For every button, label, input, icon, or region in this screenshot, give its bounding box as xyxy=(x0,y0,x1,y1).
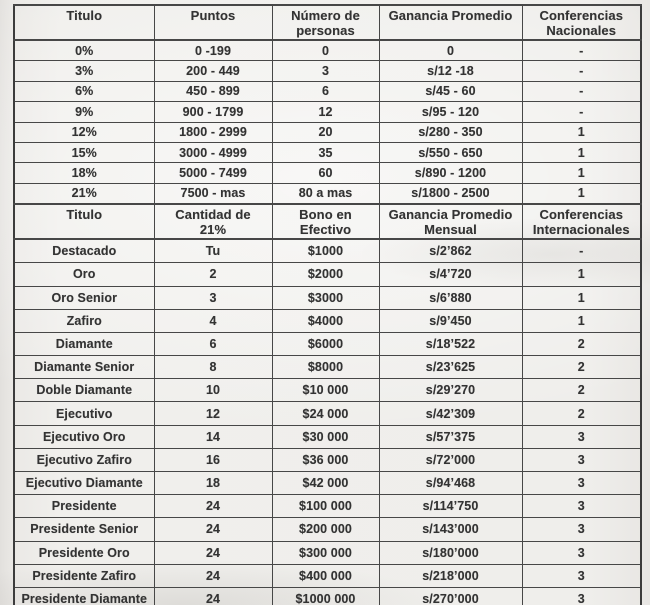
table-row xyxy=(14,356,641,379)
table-cell: - xyxy=(522,102,641,122)
table-cell: s/1800 - 2500 xyxy=(379,183,522,204)
table-cell: 6 xyxy=(272,81,379,101)
table-cell: 24 xyxy=(154,564,272,587)
table-cell: Oro xyxy=(14,263,154,286)
table-cell: 1800 - 2999 xyxy=(154,122,272,142)
table-cell: 20 xyxy=(272,122,379,142)
table-cell: Presidente Senior xyxy=(14,518,154,541)
table-cell: 9% xyxy=(14,102,154,122)
table-cell: Presidente Diamante xyxy=(14,587,154,605)
table-cell: 60 xyxy=(272,163,379,183)
table-cell: 3% xyxy=(14,61,154,81)
table-cell: s/29’270 xyxy=(379,379,522,402)
table-cell: 1 xyxy=(522,183,641,204)
table-cell: $1000 xyxy=(272,239,379,263)
header-row xyxy=(14,5,641,40)
table-cell: Ejecutivo Zafiro xyxy=(14,448,154,471)
table-cell: s/143’000 xyxy=(379,518,522,541)
table-cell: s/550 - 650 xyxy=(379,142,522,162)
table-cell: 14 xyxy=(154,425,272,448)
table-row xyxy=(14,102,641,122)
table-cell: 5000 - 7499 xyxy=(154,163,272,183)
table-cell: $300 000 xyxy=(272,541,379,564)
table-cell: 1 xyxy=(522,163,641,183)
table-cell: s/890 - 1200 xyxy=(379,163,522,183)
column-header-numero-personas: Número de personas xyxy=(272,5,379,40)
table-cell: Zafiro xyxy=(14,309,154,332)
table-cell: 0 xyxy=(272,40,379,61)
column-header-ganancia-promedio: Ganancia Promedio xyxy=(379,5,522,40)
table-cell: s/6’880 xyxy=(379,286,522,309)
table-cell: Oro Senior xyxy=(14,286,154,309)
table-cell: 15% xyxy=(14,142,154,162)
table-row xyxy=(14,541,641,564)
table-cell: Ejecutivo Diamante xyxy=(14,472,154,495)
table-cell: 1 xyxy=(522,286,641,309)
table-cell: 10 xyxy=(154,379,272,402)
table-cell: s/180’000 xyxy=(379,541,522,564)
compensation-table xyxy=(13,4,642,605)
table-cell: $36 000 xyxy=(272,448,379,471)
table-cell: 1 xyxy=(522,263,641,286)
table-cell: 2 xyxy=(522,332,641,355)
table-row xyxy=(14,518,641,541)
table-cell: 1 xyxy=(522,142,641,162)
table-cell: s/23’625 xyxy=(379,356,522,379)
header-row xyxy=(14,204,641,239)
column-header-cantidad-21: Cantidad de 21% xyxy=(154,204,272,239)
table-cell: $10 000 xyxy=(272,379,379,402)
table-cell: 2 xyxy=(154,263,272,286)
table-cell: s/2’862 xyxy=(379,239,522,263)
table-row xyxy=(14,81,641,101)
table-cell: s/94’468 xyxy=(379,472,522,495)
table-cell: 3 xyxy=(522,541,641,564)
table-row xyxy=(14,163,641,183)
table-cell: Diamante xyxy=(14,332,154,355)
table-cell: s/42’309 xyxy=(379,402,522,425)
table-cell: Presidente Zafiro xyxy=(14,564,154,587)
table-cell: 21% xyxy=(14,183,154,204)
table-cell: $4000 xyxy=(272,309,379,332)
table-cell: 3 xyxy=(522,448,641,471)
table-cell: Ejecutivo Oro xyxy=(14,425,154,448)
table-row xyxy=(14,495,641,518)
table-cell: 3 xyxy=(522,495,641,518)
table-row xyxy=(14,40,641,61)
column-header-puntos: Puntos xyxy=(154,5,272,40)
table-row xyxy=(14,564,641,587)
table-cell: 900 - 1799 xyxy=(154,102,272,122)
table-cell: 1 xyxy=(522,122,641,142)
table-cell: $8000 xyxy=(272,356,379,379)
table-cell: 80 a mas xyxy=(272,183,379,204)
table-cell: $100 000 xyxy=(272,495,379,518)
table-cell: 3000 - 4999 xyxy=(154,142,272,162)
table-cell: $400 000 xyxy=(272,564,379,587)
table-cell: 7500 - mas xyxy=(154,183,272,204)
table-cell: 2 xyxy=(522,402,641,425)
table-cell: - xyxy=(522,61,641,81)
table-cell: Doble Diamante xyxy=(14,379,154,402)
table-cell: s/4’720 xyxy=(379,263,522,286)
section1-header xyxy=(14,5,641,40)
table-row xyxy=(14,448,641,471)
table-row xyxy=(14,142,641,162)
table-cell: 6% xyxy=(14,81,154,101)
table-cell: 12 xyxy=(154,402,272,425)
table-cell: 16 xyxy=(154,448,272,471)
table-cell: Presidente xyxy=(14,495,154,518)
table-cell: s/9’450 xyxy=(379,309,522,332)
table-row xyxy=(14,309,641,332)
table-cell: s/114’750 xyxy=(379,495,522,518)
column-header-titulo-2: Titulo xyxy=(14,204,154,239)
table-cell: $3000 xyxy=(272,286,379,309)
column-header-bono-efectivo: Bono en Efectivo xyxy=(272,204,379,239)
table-cell: $24 000 xyxy=(272,402,379,425)
table-cell: 2 xyxy=(522,356,641,379)
table-cell: Ejecutivo xyxy=(14,402,154,425)
section2-header xyxy=(14,204,641,239)
table-cell: 6 xyxy=(154,332,272,355)
section1-rows xyxy=(14,40,641,204)
section2-rows xyxy=(14,239,641,605)
table-cell: 8 xyxy=(154,356,272,379)
table-cell: $42 000 xyxy=(272,472,379,495)
column-header-conferencias-nacionales: Conferencias Nacionales xyxy=(522,5,641,40)
table-row xyxy=(14,61,641,81)
table-cell: $30 000 xyxy=(272,425,379,448)
table-row xyxy=(14,379,641,402)
table-cell: 24 xyxy=(154,518,272,541)
table-cell: s/57’375 xyxy=(379,425,522,448)
table-cell: $6000 xyxy=(272,332,379,355)
table-cell: 3 xyxy=(522,564,641,587)
table-row xyxy=(14,472,641,495)
table-cell: 18 xyxy=(154,472,272,495)
table-row xyxy=(14,402,641,425)
table-cell: 0 -199 xyxy=(154,40,272,61)
table-cell: 35 xyxy=(272,142,379,162)
table-cell: $2000 xyxy=(272,263,379,286)
table-row xyxy=(14,332,641,355)
table-cell: - xyxy=(522,81,641,101)
table-cell: 450 - 899 xyxy=(154,81,272,101)
table-cell: s/18’522 xyxy=(379,332,522,355)
table-cell: 3 xyxy=(522,472,641,495)
table-cell: s/270’000 xyxy=(379,587,522,605)
table-row xyxy=(14,122,641,142)
table-cell: 0% xyxy=(14,40,154,61)
table-cell: 3 xyxy=(154,286,272,309)
table-cell: Presidente Oro xyxy=(14,541,154,564)
table-cell: 12% xyxy=(14,122,154,142)
table-row xyxy=(14,183,641,204)
table-cell: 4 xyxy=(154,309,272,332)
table-cell: 1 xyxy=(522,309,641,332)
table-cell: 24 xyxy=(154,495,272,518)
table-cell: 24 xyxy=(154,541,272,564)
table-row xyxy=(14,587,641,605)
table-cell: 200 - 449 xyxy=(154,61,272,81)
table-cell: - xyxy=(522,40,641,61)
table-row xyxy=(14,263,641,286)
table-cell: $200 000 xyxy=(272,518,379,541)
table-cell: s/280 - 350 xyxy=(379,122,522,142)
table-cell: Destacado xyxy=(14,239,154,263)
table-cell: s/45 - 60 xyxy=(379,81,522,101)
column-header-titulo: Titulo xyxy=(14,5,154,40)
table-cell: 3 xyxy=(272,61,379,81)
table-cell: 24 xyxy=(154,587,272,605)
table-cell: Tu xyxy=(154,239,272,263)
table-cell: s/218’000 xyxy=(379,564,522,587)
table-cell: 3 xyxy=(522,587,641,605)
table-cell: s/95 - 120 xyxy=(379,102,522,122)
table-cell: 0 xyxy=(379,40,522,61)
column-header-ganancia-mensual: Ganancia Promedio Mensual xyxy=(379,204,522,239)
table-row xyxy=(14,239,641,263)
table-row xyxy=(14,425,641,448)
table-cell: 2 xyxy=(522,379,641,402)
column-header-conferencias-internacionales: Conferencias Internacionales xyxy=(522,204,641,239)
table-cell: Diamante Senior xyxy=(14,356,154,379)
table-cell: s/72’000 xyxy=(379,448,522,471)
table-cell: 12 xyxy=(272,102,379,122)
table-cell: s/12 -18 xyxy=(379,61,522,81)
table-row xyxy=(14,286,641,309)
table-cell: - xyxy=(522,239,641,263)
table-cell: 3 xyxy=(522,425,641,448)
table-cell: 18% xyxy=(14,163,154,183)
table-cell: $1000 000 xyxy=(272,587,379,605)
table-cell: 3 xyxy=(522,518,641,541)
